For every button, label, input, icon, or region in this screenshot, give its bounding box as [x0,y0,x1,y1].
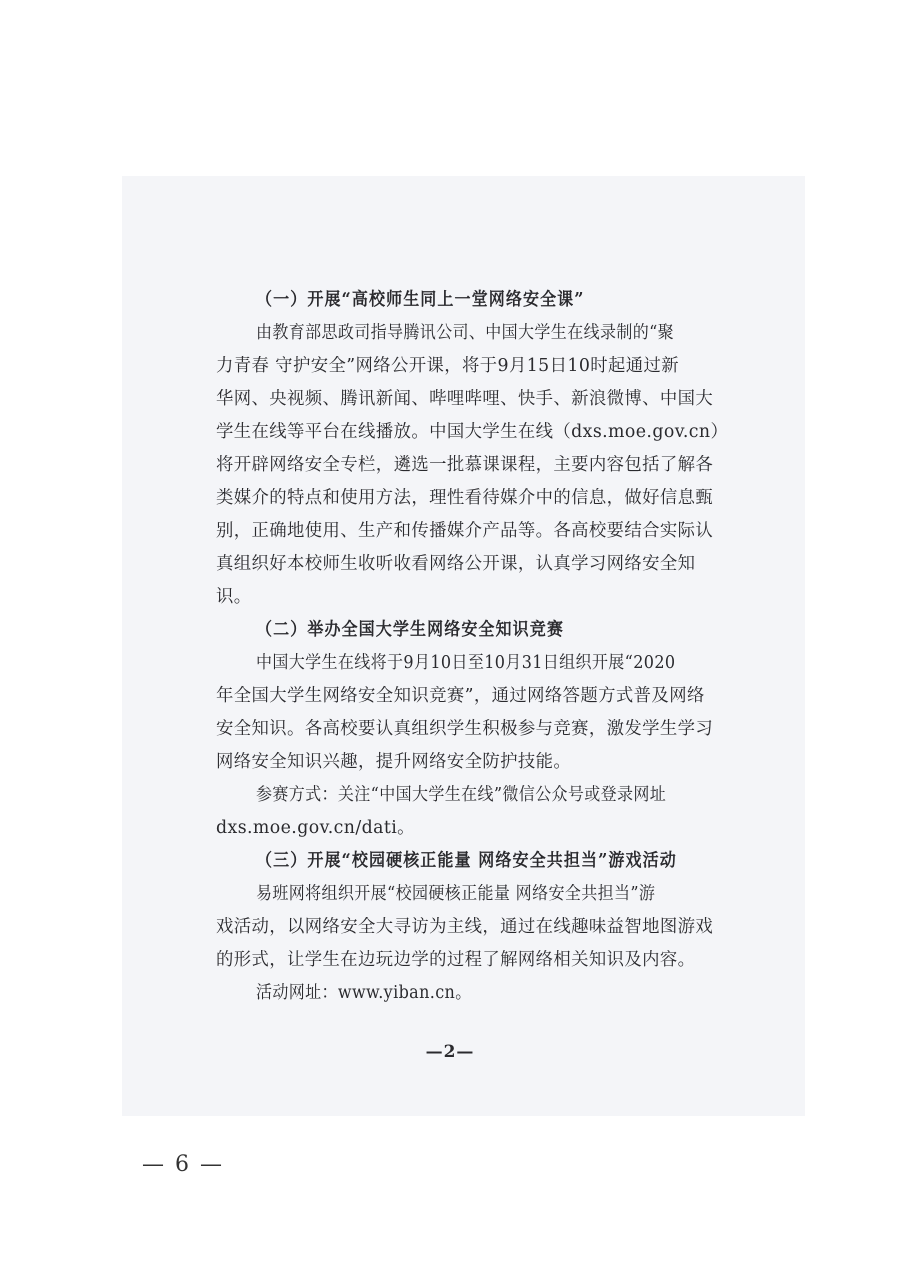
section-2-line: 年全国大学生网络安全知识竞赛”，通过网络答题方式普及网络 [216,686,705,706]
section-2-line: 中国大学生在线将于9月10日至10月31日组织开展“2020 [256,653,676,673]
section-1-line: 学生在线等平台在线播放。中国大学生在线（dxs.moe.gov.cn） [216,422,729,442]
section-1-line: 识。 [216,587,252,607]
section-3-heading: （三）开展“校园硬核正能量 网络安全共担当”游戏活动 [256,851,677,871]
section-3-line: 易班网将组织开展“校园硬核正能量 网络安全共担当”游 [256,884,656,904]
section-2-line: 网络安全知识兴趣，提升网络安全防护技能。 [216,752,572,772]
section-1-line: 真组织好本校师生收听收看网络公开课，认真学习网络安全知 [216,554,696,574]
section-1-line: 将开辟网络安全专栏，遴选一批慕课课程，主要内容包括了解各 [216,455,714,475]
section-2-line: 安全知识。各高校要认真组织学生积极参与竞赛，激发学生学习 [216,719,714,739]
section-1-line: 力青春 守护安全”网络公开课，将于9月15日10时起通过新 [216,356,680,376]
outer-page-number: — 6 — [142,1152,224,1177]
section-2-line: dxs.moe.gov.cn/dati。 [216,818,415,838]
section-2-heading: （二）举办全国大学生网络安全知识竞赛 [256,620,564,640]
section-1-line: 类媒介的特点和使用方法，理性看待媒介中的信息，做好信息甄 [216,488,714,508]
section-1-line: 华网、央视频、腾讯新闻、哔哩哔哩、快手、新浪微博、中国大 [216,389,714,409]
section-1-line: 别，正确地使用、生产和传播媒介产品等。各高校要结合实际认 [216,521,714,541]
scanned-page [122,176,805,1116]
section-1-heading: （一）开展“高校师生同上一堂网络安全课” [256,290,585,310]
section-3-line: 戏活动，以网络安全大寻访为主线，通过在线趣味益智地图游戏 [216,917,714,937]
inner-page-number: —2— [425,1042,475,1062]
section-3-line: 的形式，让学生在边玩边学的过程了解网络相关知识及内容。 [216,950,696,970]
section-1-line: 由教育部思政司指导腾讯公司、中国大学生在线录制的“聚 [256,323,675,343]
section-2-line: 参赛方式：关注“中国大学生在线”微信公众号或登录网址 [256,785,667,805]
section-3-line: 活动网址：www.yiban.cn。 [256,983,472,1003]
